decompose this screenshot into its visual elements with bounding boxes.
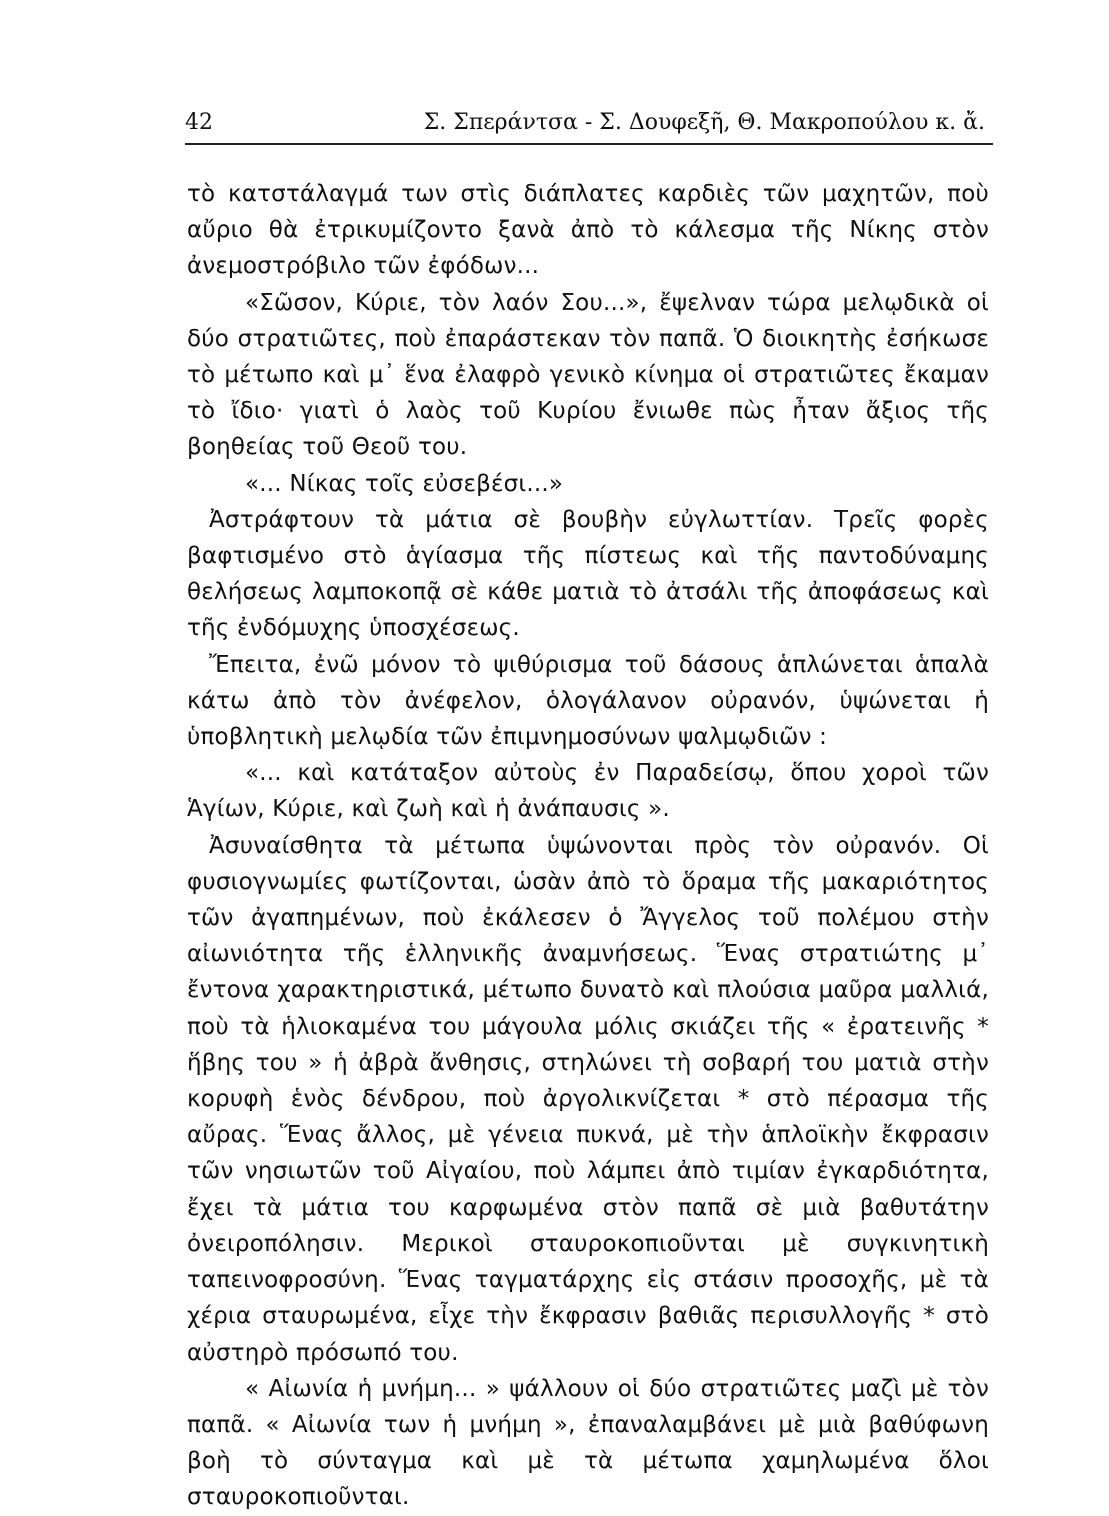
header-authors: Σ. Σπεράντσα - Σ. Δουφεξῆ, Θ. Μακροπούλου κ. ἄ.: [423, 110, 985, 135]
paragraph: «Σῶσον, Κύριε, τὸν λαόν Σου...», ἔψελναν τώρα μελῳδικὰ οἱ δύο στρατιῶτες, ποὺ ἐπαράστεκαν τὸν παπᾶ. Ὁ διοικητὴς ἐσήκωσε τὸ μέτωπο καὶ μ᾽ ἕνα ἐλαφρὸ γενικὸ κίνημα οἱ στρατιῶτες ἔκαμαν τὸ ἴδιο· γιατὶ ὁ λαὸς τοῦ Κυρίου ἔνιωθε πὼς ἦταν ἄξιος τῆς βοηθείας τοῦ Θεοῦ του.: [187, 289, 989, 461]
paragraph: Ἔπειτα, ἐνῶ μόνον τὸ ψιθύρισμα τοῦ δάσους ἁπλώνεται ἁπαλὰ κάτω ἀπὸ τὸν ἀνέφελον, ὁλογάλανον οὐρανόν, ὑψώνεται ἡ ὑποβλητικὴ μελῳδία τῶν ἐπιμνημοσύνων ψαλμῳδιῶν :: [187, 651, 989, 751]
body-text: [187, 176, 989, 1516]
paragraph: « Αἰωνία ἡ μνήμη... » ψάλλουν οἱ δύο στρατιῶτες μαζὶ μὲ τὸν παπᾶ. « Αἰωνία των ἡ μνήμη », ἐπαναλαμβάνει μὲ μιὰ βαθύφωνη βοὴ τὸ σύνταγμα καὶ μὲ τὰ μέτωπα χαμηλωμένα ὅλοι σταυροκοπιοῦνται.: [187, 1375, 989, 1511]
paragraph: τὸ κατστάλαγμά των στὶς διάπλατες καρδιὲς τῶν μαχητῶν, ποὺ αὔριο θὰ ἐτρικυμίζοντο ξανὰ ἀπὸ τὸ κάλεσμα τῆς Νίκης στὸν ἀνεμοστρόβιλο τῶν ἐφόδων...: [187, 181, 989, 280]
paragraph: Ἀστράφτουν τὰ μάτια σὲ βουβὴν εὐγλωττίαν. Τρεῖς φορὲς βαφτισμένο στὸ ἁγίασμα τῆς πίστεως καὶ τῆς παντοδύναμης θελήσεως λαμποκοπᾷ σὲ κάθε ματιὰ τὸ ἀτσάλι τῆς ἀποφάσεως καὶ τῆς ἐνδόμυχης ὑποσχέσεως.: [187, 506, 989, 642]
paragraph: «... καὶ κατάταξον αὐτοὺς ἐν Παραδείσῳ, ὅπου χοροὶ τῶν Ἁγίων, Κύριε, καὶ ζωὴ καὶ ἡ ἀνάπαυσις ».: [187, 760, 989, 823]
header-rule: [185, 143, 993, 145]
page-number: 42: [185, 110, 213, 135]
paragraph: Ἀσυναίσθητα τὰ μέτωπα ὑψώνονται πρὸς τὸν οὐρανόν. Οἱ φυσιογνωμίες φωτίζονται, ὡσὰν ἀπὸ τὸ ὅραμα τῆς μακαριότητος τῶν ἀγαπημένων, ποὺ ἐκάλεσεν ὁ Ἄγγελος τοῦ πολέμου στὴν αἰωνιότητα τῆς ἑλληνικῆς ἀναμνήσεως. Ἕνας στρατιώτης μ᾽ ἔντονα χαρακτηριστικά, μέτωπο δυνατὸ καὶ πλούσια μαῦρα μαλλιά, ποὺ τὰ ἡλιοκαμένα του μάγουλα μόλις σκιάζει τῆς « ἐρατεινῆς * ἥβης του » ἡ ἀβρὰ ἄνθησις, στηλώνει τὴ σοβαρή του ματιὰ στὴν κορυφὴ ἑνὸς δένδρου, ποὺ ἀργολικνίζεται * στὸ πέρασμα τῆς αὔρας. Ἕνας ἄλλος, μὲ γένεια πυκνά, μὲ τὴν ἁπλοϊκὴν ἔκφρασιν τῶν νησιωτῶν τοῦ Αἰγαίου, ποὺ λάμπει ἀπὸ τιμίαν ἐγκαρδιότητα, ἔχει τὰ μάτια του καρφωμένα στὸν παπᾶ σὲ μιὰ βαθυτάτην ὀνειροπόλησιν. Μερικοὶ σταυροκοπιοῦνται μὲ συγκινητικὴ ταπεινοφροσύνη. Ἕνας ταγματάρχης εἰς στάσιν προσοχῆς, μὲ τὰ χέρια σταυρωμένα, εἶχε τὴν ἔκφρασιν βαθιᾶς περισυλλογῆς * στὸ αὐστηρὸ πρόσωπό του.: [187, 832, 989, 1366]
running-header: [185, 106, 993, 142]
paragraph: «... Νίκας τοῖς εὐσεβέσι...»: [245, 470, 564, 497]
